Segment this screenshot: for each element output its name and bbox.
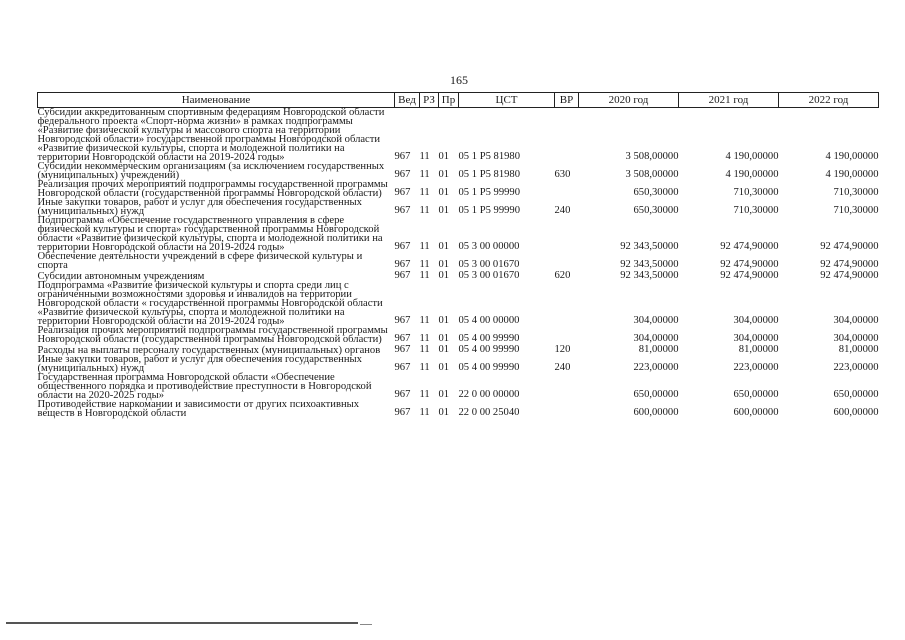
cell-ved: 967 [394,333,411,344]
header-rz: РЗ [420,93,439,108]
table-row [38,108,879,163]
cell-vr [555,108,579,163]
cell-ved: 967 [394,344,411,355]
budget-table [37,92,879,418]
cell-y2022: 92 474,90000 [820,259,879,270]
cell-vr [555,373,579,400]
cell-vr [555,180,579,198]
cell-pr: 01 [438,333,450,344]
table-row [38,198,879,216]
cell-ved: 967 [394,187,411,198]
cell-pr: 01 [438,362,450,373]
table-row [38,216,879,252]
cell-vr: 630 [554,169,571,180]
cell-vr [555,252,579,270]
cell-y2020: 3 508,00000 [625,151,679,162]
cell-vr: 240 [554,362,571,373]
table-row [38,326,879,344]
cell-cst: 22 0 00 25040 [458,407,520,418]
cell-name: Субсидии автономным учреждениям [37,271,205,282]
cell-y2021: 304,00000 [733,315,779,326]
cell-pr: 01 [438,205,450,216]
cell-name: Реализация прочих мероприятий подпрограммы государственной программы Новгородской области (государственной программы Новгородской области) [37,325,388,345]
cell-rz: 11 [419,344,430,355]
cell-name: Иные закупки товаров, работ и услуг для обеспечения государственных (муниципальных) нужд [37,197,362,217]
cell-cst: 05 3 00 00000 [458,241,520,252]
cell-y2022: 304,00000 [833,333,879,344]
cell-cst: 05 3 00 01670 [458,259,520,270]
page-number: 165 [450,73,468,87]
table-header-row [38,93,879,108]
cell-y2020: 600,00000 [633,407,679,418]
cell-y2020: 223,00000 [633,362,679,373]
cell-name: Иные закупки товаров, работ и услуг для обеспечения государственных (муниципальных) нужд [37,354,362,374]
cell-y2021: 4 190,00000 [725,151,779,162]
cell-vr: 240 [554,205,571,216]
cell-y2022: 4 190,00000 [825,151,879,162]
header-cst: ЦСТ [459,93,555,108]
table-row [38,162,879,180]
cell-y2020: 304,00000 [633,333,679,344]
table-body [38,108,879,419]
cell-cst: 05 4 00 99990 [458,333,520,344]
cell-pr: 01 [438,169,450,180]
cell-name: Субсидии некоммерческим организациям (за исключением государственных (муниципальных) учреждений) [37,161,385,181]
cell-rz: 11 [419,315,430,326]
table-row [38,400,879,418]
table-row [38,281,879,326]
cell-name: Государственная программа Новгородской области «Обеспечение общественного порядка и противодействие преступности в Новгородской области на 2020-2025 годы» [37,372,372,401]
cell-ved: 967 [394,259,411,270]
cell-y2020: 92 343,50000 [620,270,679,281]
cell-pr: 01 [438,315,450,326]
cell-y2022: 81,00000 [838,344,879,355]
cell-y2021: 650,00000 [733,389,779,400]
cell-y2022: 4 190,00000 [825,169,879,180]
cell-name: Субсидии аккредитованным спортивным федерациям Новгородской области федерального проекта «Спорт-норма жизни» в рамках подпрограммы «Развитие физической культуры и массового спорта на территории Новгородской области» государственной программы Новгородской области «Развитие физической культуры, спорта и молодежной политики на территории Новгородской области на 2019-2024 годы» [37,107,385,163]
header-ved: Вед [395,93,420,108]
cell-name: Реализация прочих мероприятий подпрограммы государственной программы Новгородской области (государственной программы Новгородской области) [37,179,388,199]
header-2022: 2022 год [779,93,879,108]
cell-name: Обеспечение деятельности учреждений в сфере физической культуры и спорта [37,251,363,271]
cell-y2020: 81,00000 [638,344,679,355]
cell-y2022: 92 474,90000 [820,270,879,281]
cell-ved: 967 [394,270,411,281]
cell-y2021: 600,00000 [733,407,779,418]
cell-rz: 11 [419,270,430,281]
cell-cst: 05 4 00 99990 [458,362,520,373]
cell-pr: 01 [438,344,450,355]
header-2021: 2021 год [679,93,779,108]
cell-y2021: 710,30000 [733,187,779,198]
cell-cst: 05 3 00 01670 [458,270,520,281]
cell-y2020: 650,00000 [633,389,679,400]
cell-name: Подпрограмма «Обеспечение государственного управления в сфере физической культуры и спорта» государственной программы Новгородской области «Развитие физической культуры, спорта и молодежной политики на территории Новгородской области на 2019-2024 годы» [37,215,383,253]
table-row [38,252,879,270]
cell-vr [555,400,579,418]
cell-y2020: 304,00000 [633,315,679,326]
cell-vr [555,326,579,344]
header-2020: 2020 год [579,93,679,108]
cell-ved: 967 [394,315,411,326]
cell-pr: 01 [438,151,450,162]
cell-rz: 11 [419,187,430,198]
cell-rz: 11 [419,333,430,344]
cell-y2021: 92 474,90000 [720,241,779,252]
cell-vr [555,281,579,326]
cell-ved: 967 [394,407,411,418]
cell-cst: 05 1 P5 81980 [458,169,521,180]
cell-y2020: 92 343,50000 [620,259,679,270]
cell-y2020: 650,30000 [633,187,679,198]
cell-cst: 05 1 P5 99990 [458,187,521,198]
cell-pr: 01 [438,187,450,198]
cell-name: Подпрограмма «Развитие физической культуры и спорта среди лиц с ограниченными возможностями здоровья и инвалидов на территории Новгородской области « государственной программы Новгородской области «Развитие физической культуры, спорта и молодежной политики на территории Новгородской области на 2019-2024 годы» [37,280,383,327]
cell-y2022: 600,00000 [833,407,879,418]
cell-pr: 01 [438,389,450,400]
table-row [38,355,879,373]
cell-y2020: 3 508,00000 [625,169,679,180]
cell-y2022: 223,00000 [833,362,879,373]
cell-ved: 967 [394,151,411,162]
cell-y2022: 650,00000 [833,389,879,400]
cell-name: Расходы на выплаты персоналу государственных (муниципальных) органов [37,345,381,356]
cell-y2020: 92 343,50000 [620,241,679,252]
cell-y2022: 710,30000 [833,205,879,216]
cell-ved: 967 [394,205,411,216]
cell-ved: 967 [394,241,411,252]
cell-rz: 11 [419,362,430,373]
cell-rz: 11 [419,259,430,270]
cell-y2021: 92 474,90000 [720,259,779,270]
cell-y2021: 4 190,00000 [725,169,779,180]
cell-pr: 01 [438,270,450,281]
cell-ved: 967 [394,362,411,373]
cell-y2022: 304,00000 [833,315,879,326]
cell-ved: 967 [394,389,411,400]
cell-y2021: 223,00000 [733,362,779,373]
cell-cst: 05 4 00 99990 [458,344,520,355]
cell-y2021: 710,30000 [733,205,779,216]
footer-divider-short [360,624,372,625]
cell-rz: 11 [419,241,430,252]
cell-y2020: 650,30000 [633,205,679,216]
cell-vr: 620 [554,270,571,281]
cell-rz: 11 [419,169,430,180]
header-pr: Пр [439,93,459,108]
table-row [38,373,879,400]
cell-rz: 11 [419,151,430,162]
cell-pr: 01 [438,241,450,252]
cell-rz: 11 [419,205,430,216]
cell-ved: 967 [394,169,411,180]
cell-vr [555,216,579,252]
cell-y2022: 92 474,90000 [820,241,879,252]
cell-cst: 05 4 00 00000 [458,315,520,326]
cell-cst: 05 1 P5 99990 [458,205,521,216]
cell-cst: 05 1 P5 81980 [458,151,521,162]
cell-pr: 01 [438,407,450,418]
footer-divider [6,622,358,624]
cell-vr: 120 [554,344,571,355]
cell-y2021: 304,00000 [733,333,779,344]
cell-cst: 22 0 00 00000 [458,389,520,400]
cell-y2022: 710,30000 [833,187,879,198]
header-vr: ВР [555,93,579,108]
cell-rz: 11 [419,389,430,400]
cell-pr: 01 [438,259,450,270]
header-name: Наименование [38,93,395,108]
cell-y2021: 92 474,90000 [720,270,779,281]
cell-rz: 11 [419,407,430,418]
cell-name: Противодействие наркомании и зависимости от других психоактивных веществ в Новгородской области [37,399,360,419]
cell-y2021: 81,00000 [738,344,779,355]
table-row [38,180,879,198]
